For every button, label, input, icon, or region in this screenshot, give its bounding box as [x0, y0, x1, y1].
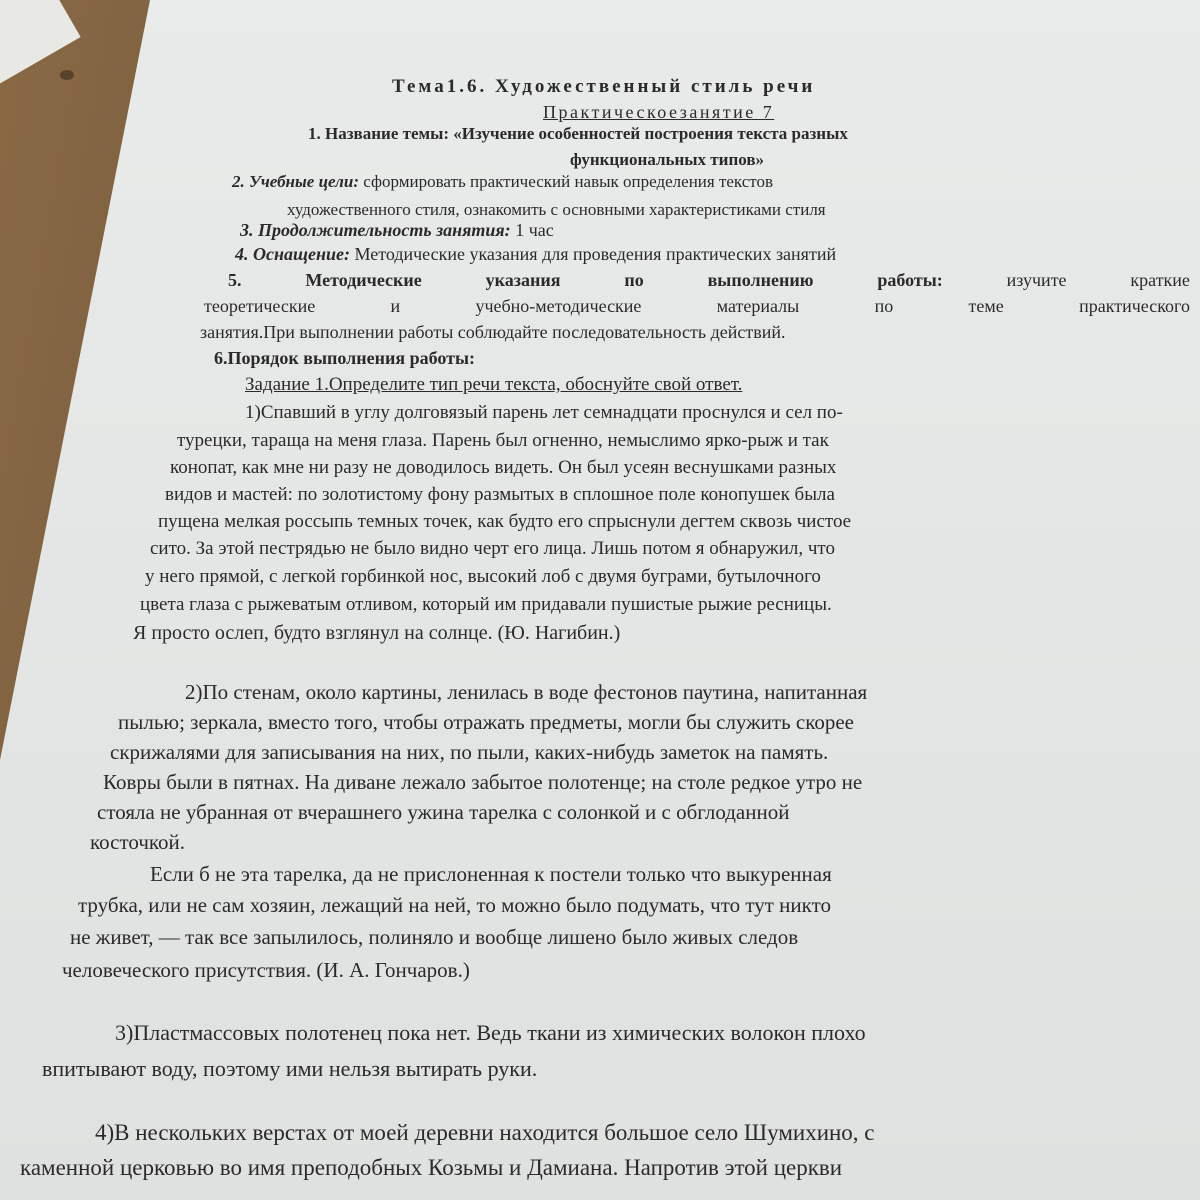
item-6-label: 6.Порядок выполнения работы: [214, 348, 475, 368]
item-5-word: теме [968, 296, 1004, 316]
item-5-word: работы: [877, 270, 943, 290]
item-5-word: учебно-методические [475, 296, 642, 316]
text-3-line: 3)Пластмассовых полотенец пока нет. Ведь ткани из химических волокон плохо [115, 1020, 866, 1045]
text-1-line: видов и мастей: по золотистому фону размытых в сплошное поле конопушек была [165, 484, 835, 505]
text-3-line: впитывают воду, поэтому ими нельзя вытирать руки. [42, 1056, 538, 1081]
item-3 [240, 220, 554, 241]
text-1-line: Я просто ослеп, будто взглянул на солнце. (Ю. Нагибин.) [133, 622, 621, 644]
text-1-line: турецки, тараща на меня глаза. Парень был огненно, немыслимо ярко-рыж и так [177, 430, 829, 451]
item-3-text: 1 час [515, 220, 554, 240]
item-1-text: «Изучение особенностей построения текста разных [453, 124, 848, 143]
text-2-line: не живет, — так все запылилось, полиняло и вообще лишено было живых следов [70, 925, 799, 949]
item-3-label: 3. Продолжительность занятия: [240, 220, 511, 240]
item-5-line-1 [228, 270, 1190, 291]
text-2-line: стояла не убранная от вчерашнего ужина тарелка с солонкой и с обглоданной [97, 800, 790, 824]
item-4 [235, 244, 836, 265]
text-2-line: трубка, или не сам хозяин, лежащий на ней, то можно было подумать, что тут никто [78, 893, 831, 917]
item-1 [308, 124, 848, 144]
text-4-line: каменной церковью во имя преподобных Козьмы и Дамиана. Напротив этой церкви [20, 1155, 843, 1180]
lesson-subtitle: Практическоезанятие 7 [543, 102, 775, 122]
text-1-line: у него прямой, с легкой горбинкой нос, высокий лоб с двумя буграми, бутылочного [145, 566, 821, 587]
item-5-word: краткие [1130, 270, 1190, 290]
text-2-line: пылью; зеркала, вместо того, чтобы отражать предметы, могли бы служить скорее [118, 710, 854, 734]
text-1-line: конопат, как мне ни разу не доводилось видеть. Он был усеян веснушками разных [170, 457, 837, 478]
item-4-label: 4. Оснащение: [235, 244, 350, 264]
text-2-line: скрижалями для записывания на них, по пыли, каких-нибудь заметок на память. [110, 740, 829, 764]
text-2-line: человеческого присутствия. (И. А. Гончаров.) [62, 958, 470, 982]
item-5-word: указания [485, 270, 561, 290]
text-2-line: Если б не эта тарелка, да не прислоненная к постели только что выкуренная [150, 862, 832, 886]
item-5-word: и [390, 296, 401, 316]
text-2-line: Ковры были в пятнах. На диване лежало забытое полотенце; на столе редкое утро не [103, 770, 863, 794]
item-2-label: 2. Учебные цели: [232, 172, 360, 191]
item-5-word: по [624, 270, 644, 290]
item-1-label: 1. Название темы: [308, 124, 450, 143]
item-2-text-cont: художественного стиля, ознакомить с основными характеристиками стиля [287, 200, 826, 219]
item-2-text: сформировать практический навык определения текстов [363, 172, 774, 191]
text-4-line: 4)В нескольких верстах от моей деревни находится большое село Шумихино, с [95, 1120, 875, 1145]
item-5-word: изучите [1006, 270, 1067, 290]
item-4-text: Методические указания для проведения практических занятий [354, 244, 837, 264]
text-1-line: 1)Спавший в углу долговязый парень лет семнадцати проснулся и сел по- [245, 402, 843, 423]
item-5-line-2 [204, 296, 1190, 317]
task-title: Задание 1.Определите тип речи текста, обоснуйте свой ответ. [245, 374, 743, 395]
item-1-text-cont: функциональных типов» [570, 150, 765, 169]
text-1-line: сито. За этой пестрядью не было видно черт его лица. Лишь потом я обнаружил, что [150, 538, 835, 559]
item-5-word: Методические [305, 270, 422, 290]
document-title: Тема1.6. Художественный стиль речи [392, 76, 816, 97]
item-5-word: практического [1079, 296, 1190, 316]
item-5-word: по [874, 296, 894, 316]
text-2-line: косточкой. [90, 830, 186, 854]
item-2 [232, 172, 773, 192]
item-5-word: материалы [716, 296, 800, 316]
text-1-line: цвета глаза с рыжеватым отливом, который им придавали пушистые рыжие ресницы. [140, 594, 832, 615]
item-5-line-3: занятия.При выполнении работы соблюдайте последовательность действий. [200, 322, 786, 342]
item-5-word: 5. [228, 270, 242, 290]
text-1-line: пущена мелкая россыпь темных точек, как будто его спрыснули дегтем сквозь чистое [158, 511, 852, 532]
text-2-line: 2)По стенам, около картины, ленилась в воде фестонов паутина, напитанная [185, 680, 868, 704]
item-5-word: теоретические [204, 296, 316, 316]
item-5-word: выполнению [707, 270, 814, 290]
